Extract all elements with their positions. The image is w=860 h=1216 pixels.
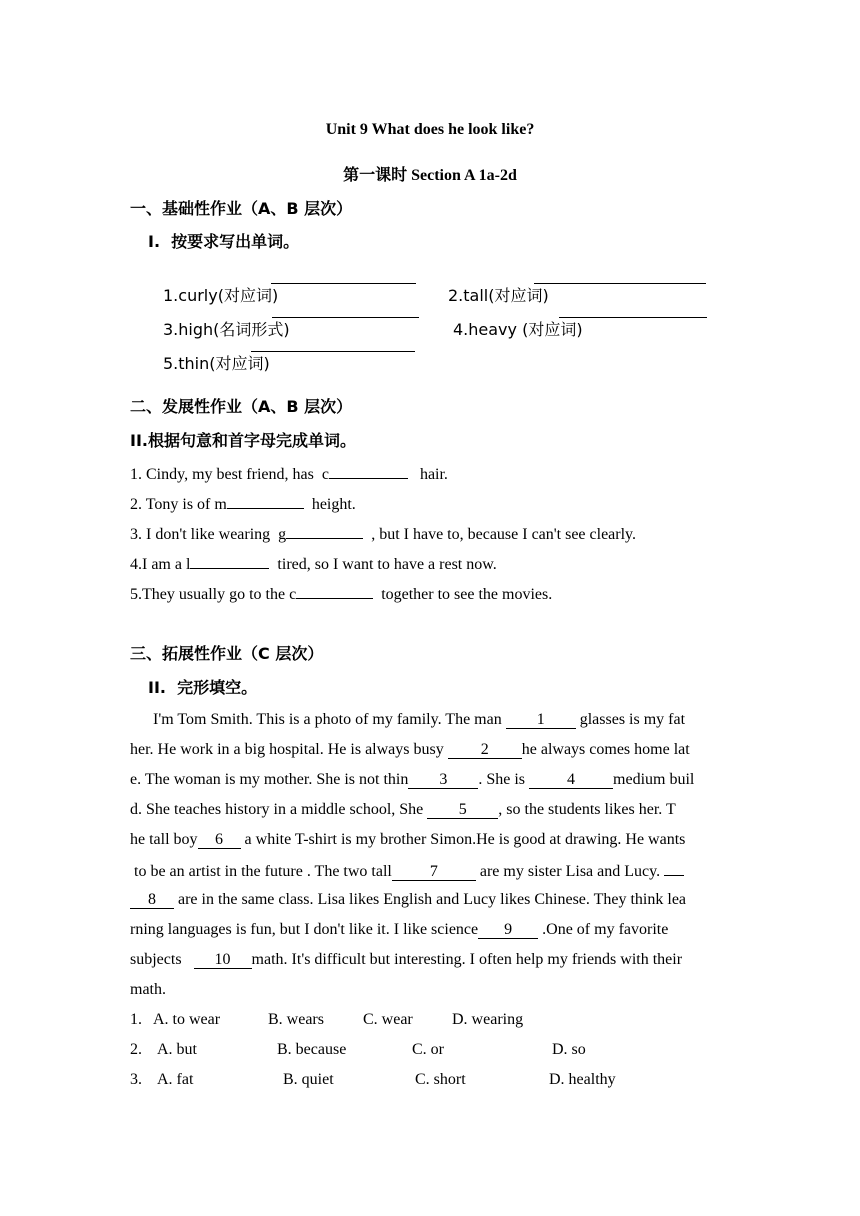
option-2a[interactable]: A. but — [157, 1041, 197, 1058]
fill-blank-4[interactable] — [190, 553, 269, 569]
fill-blank-1[interactable] — [329, 463, 408, 479]
cloze-blank-9[interactable]: 9 — [478, 922, 538, 939]
passage-line-6: to be an artist in the future . The two tall 7 are my sister Lisa and Lucy. — [130, 860, 684, 882]
passage-line-7: 8 are in the same class. Lisa likes English and Lucy likes Chinese. They think lea — [130, 890, 686, 910]
option-row-2-number: 2. — [130, 1041, 142, 1058]
passage-line-5: he tall boy 6 a white T-shirt is my brother Simon.He is good at drawing. He wants — [130, 831, 686, 848]
cloze-blank-5[interactable]: 5 — [427, 802, 498, 819]
option-3d[interactable]: D. healthy — [549, 1071, 616, 1088]
option-row-3-number: 3. — [130, 1071, 142, 1088]
section2-task-title: II.根据句意和首字母完成单词。 — [130, 431, 356, 450]
fill-question-1-text: 1. Cindy, my best friend, has c — [130, 466, 329, 483]
word-item-5-label: 5.thin(对应词) — [163, 354, 270, 373]
option-1b[interactable]: B. wears — [268, 1011, 324, 1028]
fill-blank-3[interactable] — [286, 523, 363, 539]
passage-line-9: subjects 10 math. It's difficult but interesting. I often help my friends with their — [130, 951, 683, 968]
answer-blank-5[interactable] — [251, 336, 415, 352]
option-1a[interactable]: A. to wear — [153, 1011, 221, 1028]
cloze-blank-8[interactable]: 8 — [130, 892, 174, 909]
passage-line-4: d. She teaches history in a middle school, She 5 , so the students likes her. T — [130, 801, 676, 818]
fill-blank-5[interactable] — [296, 583, 373, 599]
section1-task-title: I. 按要求写出单词。 — [148, 232, 300, 251]
section3-heading: 三、拓展性作业（C 层次） — [130, 644, 324, 663]
option-2c[interactable]: C. or — [412, 1041, 444, 1058]
fill-question-1 — [130, 463, 448, 485]
option-2d[interactable]: D. so — [552, 1041, 586, 1058]
word-item-1-label: 1.curly(对应词) — [163, 286, 279, 305]
option-row-1-number: 1. — [130, 1011, 142, 1028]
passage-line-3: e. The woman is my mother. She is not thin 3 . She is 4 medium buil — [130, 771, 695, 788]
cloze-blank-6[interactable]: 6 — [198, 832, 241, 849]
page-subtitle: 第一课时 Section A 1a-2d — [343, 167, 517, 184]
option-2b[interactable]: B. because — [277, 1041, 347, 1058]
fill-question-5-text: 5.They usually go to the c — [130, 586, 297, 603]
fill-blank-2[interactable] — [227, 493, 304, 509]
cloze-blank-3[interactable]: 3 — [408, 772, 478, 789]
cloze-blank-7[interactable]: 7 — [392, 864, 476, 881]
word-item-2-label: 2.tall(对应词) — [448, 286, 549, 305]
fill-question-2-end: height. — [311, 496, 356, 513]
section2-heading: 二、发展性作业（A、B 层次） — [130, 397, 353, 416]
cloze-blank-2[interactable]: 2 — [448, 742, 522, 759]
fill-question-3-text: 3. I don't like wearing g — [130, 526, 287, 543]
passage-line-8: rning languages is fun, but I don't like it. I like science 9 .One of my favorite — [130, 921, 669, 938]
section1-heading: 一、基础性作业（A、B 层次） — [130, 199, 353, 218]
passage-line-2: her. He work in a big hospital. He is always busy 2 he always comes home lat — [130, 741, 690, 758]
cloze-blank-8-start[interactable] — [664, 860, 684, 876]
fill-question-1-end: hair. — [419, 466, 448, 483]
word-item-3-label: 3.high(名词形式) — [163, 320, 290, 339]
answer-blank-1[interactable] — [271, 268, 416, 284]
cloze-blank-1[interactable]: 1 — [506, 712, 576, 729]
section3-task-title: II. 完形填空。 — [148, 678, 258, 697]
option-3c[interactable]: C. short — [415, 1071, 466, 1088]
fill-question-2 — [130, 493, 356, 515]
fill-question-3-end: , but I have to, because I can't see clearly. — [371, 526, 637, 543]
cloze-blank-10[interactable]: 10 — [194, 952, 252, 969]
cloze-blank-4[interactable]: 4 — [529, 772, 613, 789]
option-3b[interactable]: B. quiet — [283, 1071, 334, 1088]
fill-question-3 — [130, 523, 636, 545]
option-1c[interactable]: C. wear — [363, 1011, 413, 1028]
answer-blank-4[interactable] — [559, 302, 707, 318]
fill-question-2-text: 2. Tony is of m — [130, 496, 227, 513]
passage-line-10: math. — [130, 981, 166, 998]
fill-question-4-text: 4.I am a l — [130, 556, 191, 573]
fill-question-5-end: together to see the movies. — [381, 586, 553, 603]
fill-question-4-end: tired, so I want to have a rest now. — [277, 556, 497, 573]
page-title: Unit 9 What does he look like? — [325, 121, 535, 138]
answer-blank-2[interactable] — [534, 268, 706, 284]
fill-question-5 — [130, 583, 552, 605]
option-1d[interactable]: D. wearing — [452, 1011, 524, 1028]
option-3a[interactable]: A. fat — [157, 1071, 194, 1088]
answer-blank-3[interactable] — [272, 302, 419, 318]
fill-question-4 — [130, 553, 497, 575]
word-item-4-label: 4.heavy (对应词) — [453, 320, 583, 339]
passage-line-1: I'm Tom Smith. This is a photo of my family. The man 1 glasses is my fat — [153, 711, 686, 728]
